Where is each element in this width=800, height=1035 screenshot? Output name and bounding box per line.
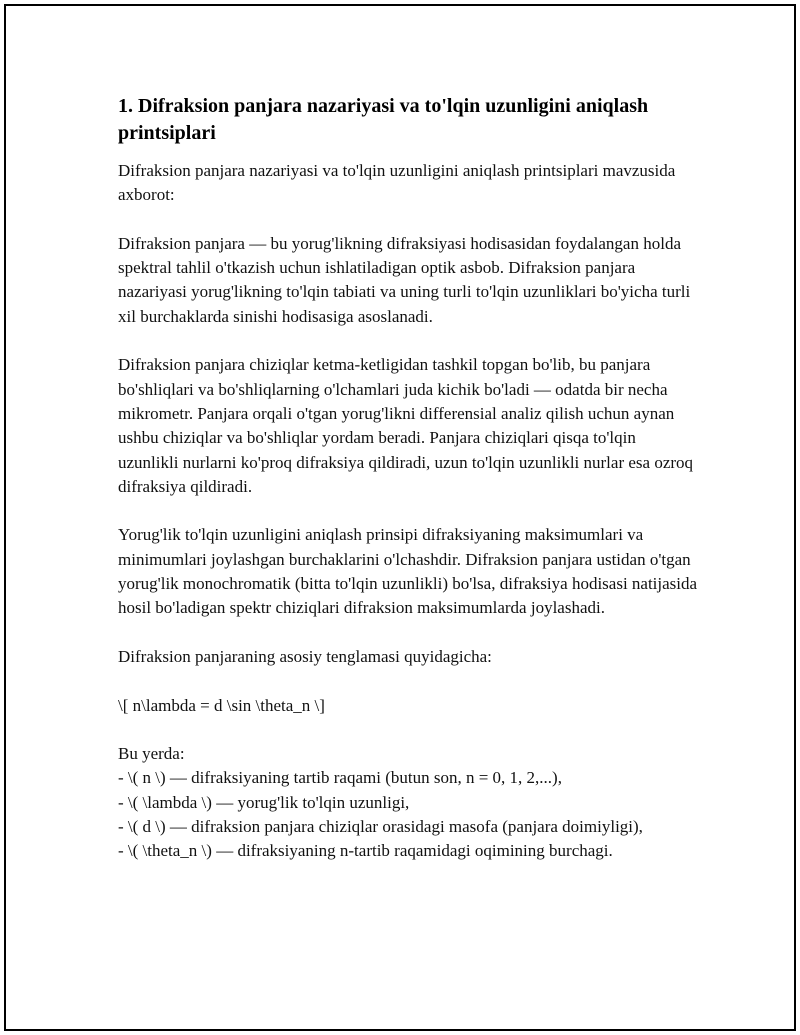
section-heading: 1. Difraksion panjara nazariyasi va to'lqin uzunligini aniqlash printsiplari <box>118 95 649 144</box>
definition-item: - \( \theta_n \) — difraksiyaning n-tartib raqamidagi oqimining burchagi. <box>118 841 613 861</box>
equation-intro-paragraph: Difraksion panjaraning asosiy tenglamasi quyidagicha: <box>118 646 492 666</box>
definitions-intro: Bu yerda: <box>118 744 185 764</box>
principle-paragraph: Yorug'lik to'lqin uzunligini aniqlash prinsipi difraksiyaning maksimumlari va minimumlari joylashgan burchaklarini o'lchashdir. Difraksion panjara ustidan o'tgan yorug'lik monochromatik (bitta to'lqin uzunlikli) bo'lsa, difraksiya hodisasi natijasida hosil bo'ladigan spektr chiziqlari difraksion maksimumlarda joylashadi. <box>118 525 698 618</box>
document-body <box>118 93 698 864</box>
definition-paragraph: Difraksion panjara — bu yorug'likning difraksiyasi hodisasidan foydalangan holda spektral tahlil o'tkazish uchun ishlatiladigan optik asbob. Difraksion panjara nazariyasi yorug'likning to'lqin tabiati va uning turli to'lqin uzunliklari bo'yicha turli xil burchaklarda sinishi hodisasiga asoslanadi. <box>118 233 691 326</box>
variable-definitions <box>118 742 698 863</box>
structure-paragraph: Difraksion panjara chiziqlar ketma-ketligidan tashkil topgan bo'lib, bu panjara bo'shliqlari va bo'shliqlarning o'lchamlari juda kichik bo'ladi — odatda bir necha mikrometr. Panjara orqali o'tgan yorug'likni differensial analiz qilish uchun aynan ushbu chiziqlar va bo'shliqlar yordam beradi. Panjara chiziqlari qisqa to'lqin uzunlikli nurlarni ko'proq difraksiya qildiradi, uzun to'lqin uzunlikli nurlar esa ozroq difraksiya qildiradi. <box>118 355 694 496</box>
definition-item: - \( \lambda \) — yorug'lik to'lqin uzunligi, <box>118 792 410 812</box>
definition-item: - \( d \) — difraksion panjara chiziqlar orasidagi masofa (panjara doimiyligi), <box>118 817 643 837</box>
intro-paragraph: Difraksion panjara nazariyasi va to'lqin uzunligini aniqlash printsiplari mavzusida axborot: <box>118 161 676 205</box>
definition-item: - \( n \) — difraksiyaning tartib raqami (butun son, n = 0, 1, 2,...), <box>118 768 562 788</box>
grating-equation: \[ n\lambda = d \sin \theta_n \] <box>118 695 325 715</box>
